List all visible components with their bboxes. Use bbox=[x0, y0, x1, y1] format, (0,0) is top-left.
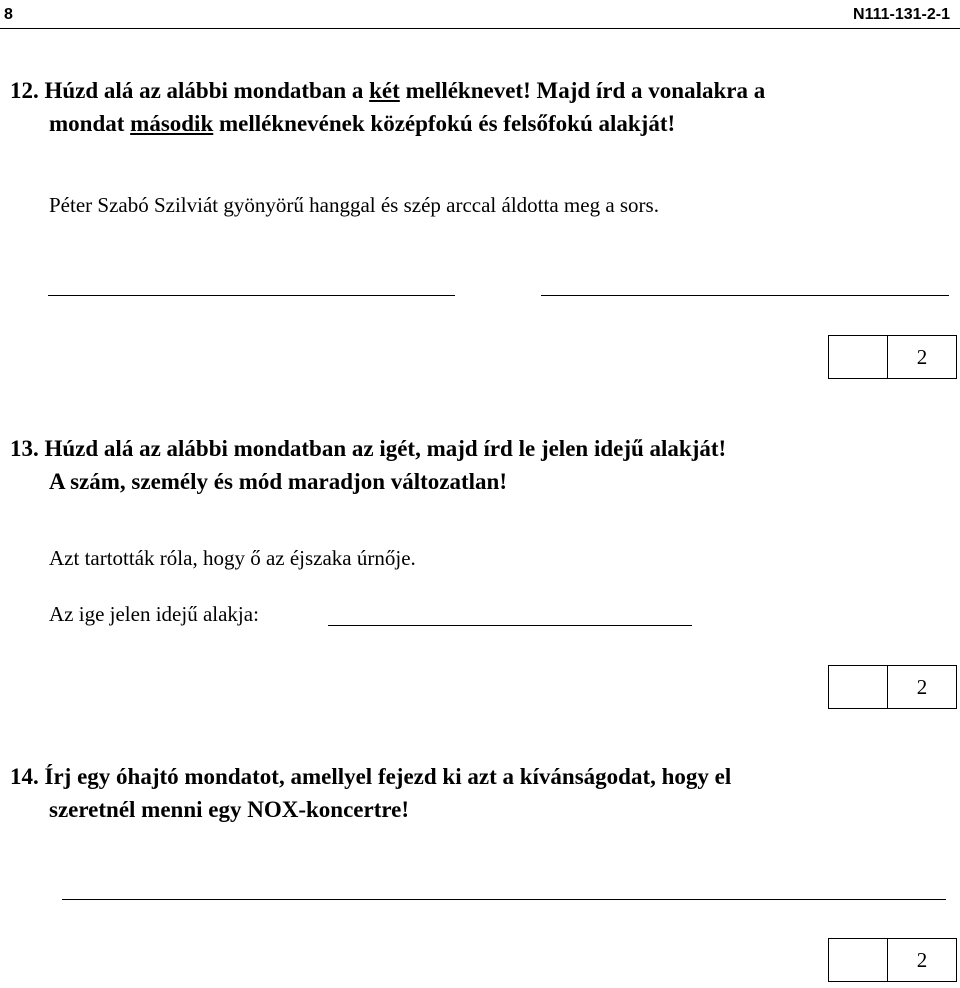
q14-score-box bbox=[828, 938, 957, 982]
q13-answer-label: Az ige jelen idejű alakja: bbox=[49, 602, 259, 626]
q13-max-points: 2 bbox=[916, 674, 928, 699]
q12-max-points: 2 bbox=[916, 344, 928, 369]
q14-score-field[interactable] bbox=[829, 939, 888, 981]
q14-instruction-line2: szeretnél menni egy NOX-koncertre! bbox=[49, 797, 410, 822]
q13-answer-line[interactable] bbox=[328, 625, 692, 626]
document-code: N111-131-2-1 bbox=[853, 6, 950, 23]
page-number: 8 bbox=[4, 6, 13, 23]
q13-instruction-line2: A szám, személy és mód maradjon változatlan! bbox=[49, 469, 508, 494]
q12-answer-line-comparative[interactable] bbox=[48, 295, 455, 296]
q12-sentence: Péter Szabó Szilviát gyönyörű hanggal és szép arccal áldotta meg a sors. bbox=[49, 193, 659, 217]
q14-max-points: 2 bbox=[916, 947, 928, 972]
q13-score-field[interactable] bbox=[829, 666, 888, 708]
q14-answer-line[interactable] bbox=[62, 899, 946, 900]
header-rule bbox=[0, 28, 960, 29]
q12-instruction-line1: 12. Húzd alá az alábbi mondatban a két melléknevet! Majd írd a vonalakra a bbox=[10, 78, 766, 103]
q12-underlined-ket: két bbox=[369, 78, 400, 103]
q12-score-field[interactable] bbox=[829, 336, 888, 378]
q12-score-box bbox=[828, 335, 957, 379]
q12-instruction-line2: mondat második melléknevének középfokú és felsőfokú alakját! bbox=[49, 111, 676, 136]
q13-score-box bbox=[828, 665, 957, 709]
q12-underlined-masodik: második bbox=[130, 111, 214, 136]
q14-instruction-line1: 14. Írj egy óhajtó mondatot, amellyel fejezd ki azt a kívánságodat, hogy el bbox=[10, 764, 732, 789]
q12-answer-line-superlative[interactable] bbox=[541, 295, 949, 296]
q13-sentence: Azt tartották róla, hogy ő az éjszaka úrnője. bbox=[49, 546, 416, 570]
q13-instruction-line1: 13. Húzd alá az alábbi mondatban az igét, majd írd le jelen idejű alakját! bbox=[10, 436, 727, 461]
